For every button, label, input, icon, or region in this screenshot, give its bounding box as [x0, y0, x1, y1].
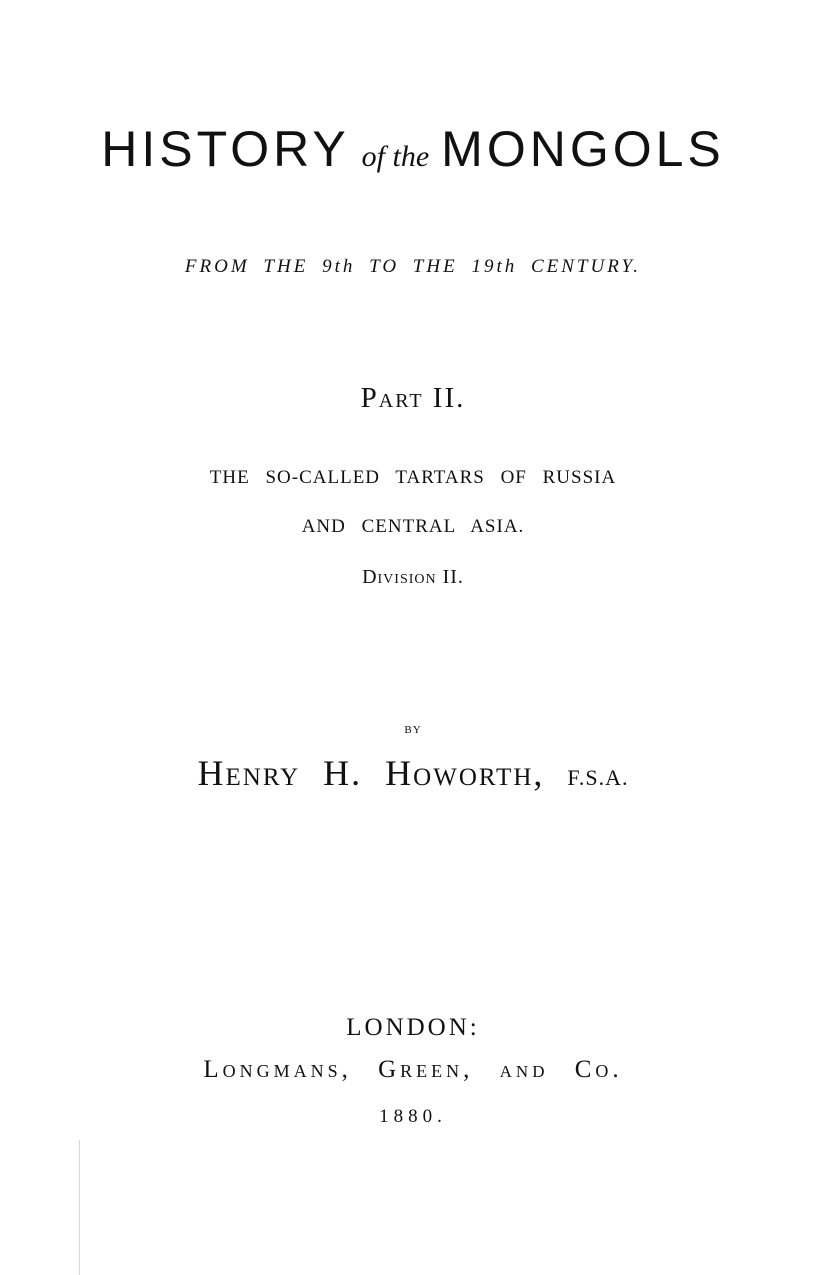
author — [0, 752, 826, 794]
part-heading: Part II. — [360, 382, 466, 414]
author-honorific: F.S.A. — [567, 765, 629, 790]
publisher-and: AND — [499, 1062, 549, 1081]
subtitle: FROM THE 9th TO THE 19th CENTURY. — [184, 256, 642, 277]
division-heading: Division II. — [362, 566, 464, 588]
subject-line-1: THE SO-CALLED TARTARS OF RUSSIA — [209, 467, 617, 488]
publisher-name: Longmans, Green, — [203, 1056, 474, 1083]
title-history: HISTORY — [101, 121, 350, 177]
author-name: Henry H. Howorth, — [197, 753, 545, 793]
publication-year: 1880. — [379, 1106, 447, 1127]
title-mongols: MONGOLS — [441, 121, 725, 177]
publisher — [0, 1056, 826, 1084]
publisher-co: Co. — [574, 1056, 623, 1083]
gutter-mark — [79, 1140, 80, 1275]
title-connector: of the — [361, 140, 430, 173]
by-label: BY — [404, 724, 422, 736]
subject-line-2: AND CENTRAL ASIA. — [301, 516, 525, 537]
book-title — [0, 120, 826, 178]
publication-place: LONDON: — [346, 1014, 480, 1041]
